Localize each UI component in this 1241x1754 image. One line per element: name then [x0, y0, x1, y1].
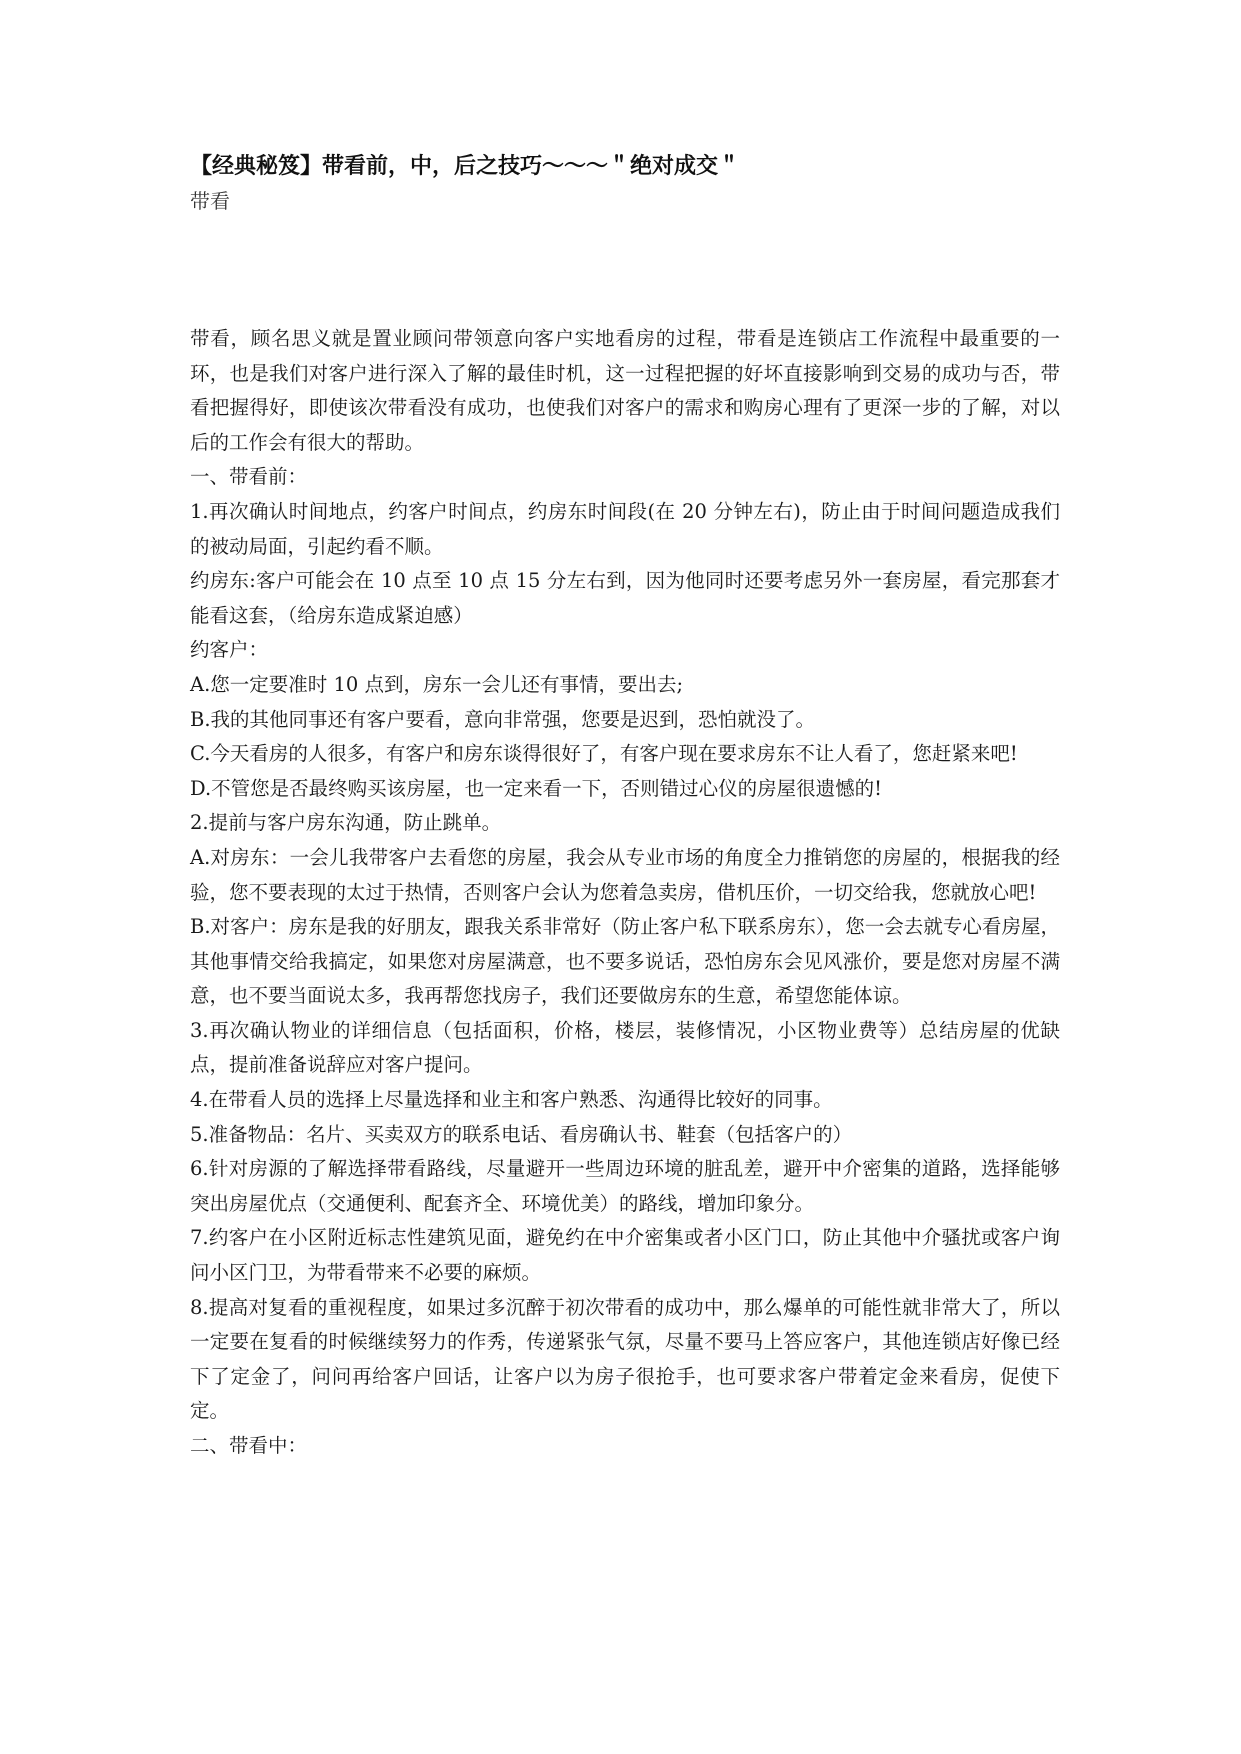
- paragraph: A.您一定要准时 10 点到，房东一会儿还有事情，要出去;: [190, 672, 684, 696]
- section-heading: 二、带看中：: [190, 1434, 308, 1457]
- section-heading: 一、带看前：: [190, 465, 308, 489]
- paragraph: 带看，顾名思义就是置业顾问带领意向客户实地看房的过程，带看是连锁店工作流程中最重要的一环，也是我们对客户进行深入了解的最佳时机，这一过程把握的好坏直接影响到交易的成功与否，带看把握得好，即使该次带看没有成功，也使我们对客户的需求和购房心理有了更深一步的了解，对以后的工作会有很大的帮助。: [190, 327, 1060, 454]
- paragraph: B.我的其他同事还有客户要看，意向非常强，您要是迟到，恐怕就没了。: [190, 707, 816, 731]
- paragraph: 约房东:客户可能会在 10 点至 10 点 15 分左右到，因为他同时还要考虑另外一套房屋，看完那套才能看这套，（给房东造成紧迫感）: [190, 569, 1060, 627]
- paragraph: 约客户：: [190, 638, 269, 662]
- paragraph: 3.再次确认物业的详细信息（包括面积，价格，楼层，装修情况，小区物业费等）总结房屋的优缺点，提前准备说辞应对客户提问。: [190, 1018, 1060, 1077]
- paragraph: 1.再次确认时间地点，约客户时间点，约房东时间段(在 20 分钟左右)，防止由于时间问题造成我们的被动局面，引起约看不顺。: [190, 499, 1060, 558]
- paragraph: 6.针对房源的了解选择带看路线，尽量避开一些周边环境的脏乱差，避开中介密集的道路，选择能够突出房屋优点（交通便利、配套齐全、环境优美）的路线，增加印象分。: [190, 1157, 1060, 1215]
- paragraph: 4.在带看人员的选择上尽量选择和业主和客户熟悉、沟通得比较好的同事。: [190, 1088, 833, 1112]
- paragraph: A.对房东：一会儿我带客户去看您的房屋，我会从专业市场的角度全力推销您的房屋的，根据我的经验，您不要表现的太过于热情，否则客户会认为您着急卖房，借机压价，一切交给我，您就放心吧!: [190, 845, 1060, 904]
- paragraph: 7.约客户在小区附近标志性建筑见面，避免约在中介密集或者小区门口，防止其他中介骚扰或客户询问小区门卫，为带看带来不必要的麻烦。: [190, 1226, 1060, 1285]
- document-category: 带看: [190, 189, 230, 213]
- paragraph: 8.提高对复看的重视程度，如果过多沉醉于初次带看的成功中，那么爆单的可能性就非常大了，所以一定要在复看的时候继续努力的作秀，传递紧张气氛，尽量不要马上答应客户，其他连锁店好像已经下了定金了，问问再给客户回话，让客户以为房子很抢手，也可要求客户带着定金来看房，促使下定。: [190, 1295, 1060, 1423]
- paragraph: 5.准备物品：名片、买卖双方的联系电话、看房确认书、鞋套（包括客户的）: [190, 1122, 853, 1146]
- paragraph: B.对客户：房东是我的好朋友，跟我关系非常好（防止客户私下联系房东），您一会去就专心看房屋，其他事情交给我搞定，如果您对房屋满意，也不要多说话，恐怕房东会见风涨价，要是您对房屋不满意，也不要当面说太多，我再帮您找房子，我们还要做房东的生意，希望您能体谅。: [190, 915, 1060, 1008]
- document-header: [190, 150, 1070, 218]
- document-body: [190, 322, 1060, 1464]
- paragraph: C.今天看房的人很多，有客户和房东谈得很好了，有客户现在要求房东不让人看了，您赶紧来吧!: [190, 742, 1018, 766]
- paragraph: 2.提前与客户房东沟通，防止跳单。: [190, 811, 502, 835]
- paragraph: D.不管您是否最终购买该房屋，也一定来看一下，否则错过心仪的房屋很遗憾的!: [190, 776, 882, 800]
- document-title: 【经典秘笈】带看前，中，后之技巧～～～＂绝对成交＂: [190, 154, 741, 179]
